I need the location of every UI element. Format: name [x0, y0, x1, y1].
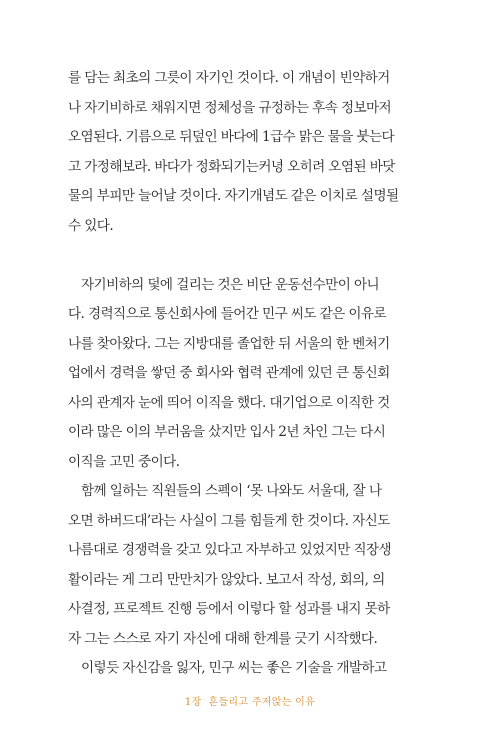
- paragraph: [68, 64, 408, 241]
- text-line: 함께 일하는 직원들의 스펙이 ‘못 나와도 서울대, 잘 나: [81, 483, 382, 499]
- text-line: 활이라는 게 그리 만만치가 않았다. 보고서 작성, 회의, 의: [68, 571, 385, 588]
- paragraph: [68, 654, 408, 684]
- text-line: 나름대로 경쟁력을 갖고 있다고 자부하고 있었지만 직장생: [68, 542, 392, 558]
- text-line: 오면 하버드대’라는 사실이 그를 힘들게 한 것이다. 자신도: [68, 512, 390, 529]
- text-line: 수 있다.: [68, 217, 114, 234]
- chapter-number: 1장: [184, 697, 202, 708]
- text-line: 업에서 경력을 쌓던 중 회사와 협력 관계에 있던 큰 통신회: [68, 365, 390, 381]
- text-line: 나를 찾아왔다. 그는 지방대를 졸업한 뒤 서울의 한 벤처기: [68, 335, 390, 352]
- running-footer: [0, 693, 500, 708]
- text-line: 다. 경력직으로 통신회사에 들어간 민구 씨도 같은 이유로: [68, 306, 386, 322]
- text-line: 자기비하의 덫에 걸리는 것은 비단 운동선수만이 아니: [81, 276, 380, 293]
- chapter-title: 흔들리고 주저앉는 이유: [208, 697, 316, 708]
- text-line: 오염된다. 기름으로 뒤덮인 바다에 1급수 맑은 물을 붓는다: [68, 129, 395, 145]
- book-page-body: [68, 64, 408, 684]
- text-line: 사의 관계자 눈에 띄어 이직을 했다. 대기업으로 이직한 것: [68, 394, 390, 411]
- text-line: 나 자기비하로 채워지면 정체성을 규정하는 후속 정보마저: [68, 99, 392, 116]
- text-line: 이직을 고민 중이다.: [68, 453, 180, 470]
- text-line: 물의 부피만 늘어날 것이다. 자기개념도 같은 이치로 설명될: [68, 188, 399, 204]
- paragraph: [68, 477, 408, 654]
- text-line: 를 담는 최초의 그릇이 자기인 것이다. 이 개념이 빈약하거: [68, 70, 390, 86]
- text-line: 고 가정해보라. 바다가 정화되기는커녕 오히려 오염된 바닷: [68, 158, 395, 175]
- text-line: 이라 많은 이의 부러움을 샀지만 입사 2년 차인 그는 다시: [68, 424, 386, 440]
- text-line: 자 그는 스스로 자기 자신에 대해 한계를 긋기 시작했다.: [68, 630, 378, 647]
- paragraph-gap: [68, 241, 408, 271]
- paragraph: [68, 271, 408, 478]
- text-line: 사결정, 프로젝트 진행 등에서 이렇다 할 성과를 내지 못하: [68, 601, 390, 617]
- text-line: 이렇듯 자신감을 잃자, 민구 씨는 좋은 기술을 개발하고: [81, 660, 387, 676]
